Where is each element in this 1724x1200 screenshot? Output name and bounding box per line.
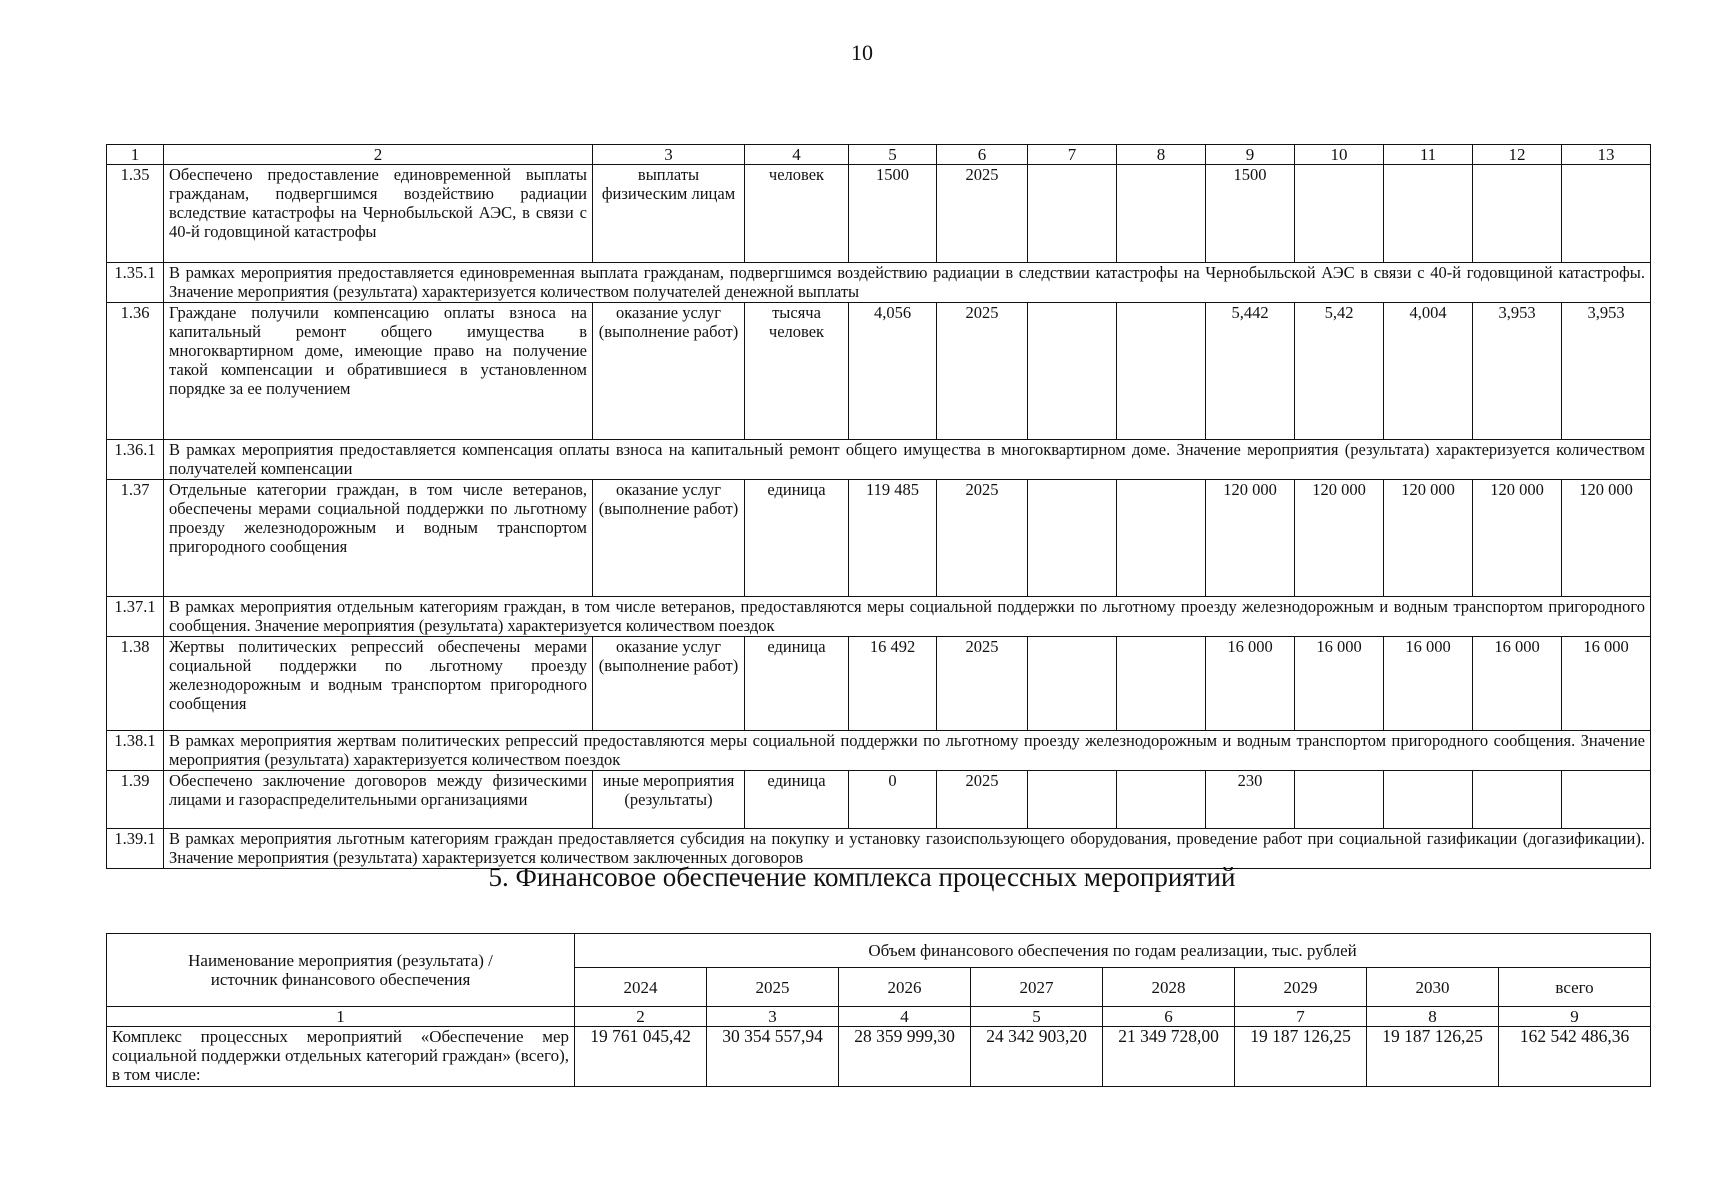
- column-number: 11: [1384, 145, 1473, 165]
- base-value: 16 492: [849, 637, 937, 731]
- base-year: 2025: [937, 771, 1028, 829]
- table-row: [107, 165, 1651, 263]
- table-header-row: [107, 145, 1651, 165]
- measure-unit: единица: [745, 480, 849, 597]
- table-description-row: [107, 731, 1651, 771]
- column-number: 10: [1295, 145, 1384, 165]
- value-c8: [1117, 165, 1206, 263]
- table-row: [107, 637, 1651, 731]
- finance-column-number: 5: [971, 1007, 1103, 1027]
- finance-value: 19 187 126,25: [1235, 1027, 1367, 1087]
- value-c10: [1295, 165, 1384, 263]
- finance-year-header: 2025: [707, 968, 839, 1007]
- value-c10: 16 000: [1295, 637, 1384, 731]
- table-row: [107, 303, 1651, 440]
- row-number: 1.38: [107, 637, 164, 731]
- measure-unit: единица: [745, 637, 849, 731]
- value-c13: 16 000: [1562, 637, 1651, 731]
- table-row: [107, 771, 1651, 829]
- measure-type: оказание услуг (выполнение работ): [593, 480, 745, 597]
- measure-name: Граждане получили компенсацию оплаты взноса на капитальный ремонт общего имущества в многоквартирном доме, имеющие право на получение такой компенсации и обратившиеся в установленном порядке за ее получением: [164, 303, 593, 440]
- base-value: 1500: [849, 165, 937, 263]
- column-number: 3: [593, 145, 745, 165]
- value-c7: [1028, 771, 1117, 829]
- base-value: 119 485: [849, 480, 937, 597]
- value-c7: [1028, 480, 1117, 597]
- column-number: 8: [1117, 145, 1206, 165]
- table-row: [107, 480, 1651, 597]
- indicators-table: [106, 144, 1651, 869]
- finance-column-number: 9: [1499, 1007, 1651, 1027]
- column-number: 5: [849, 145, 937, 165]
- finance-year-header: 2029: [1235, 968, 1367, 1007]
- table-description-row: [107, 263, 1651, 303]
- base-year: 2025: [937, 165, 1028, 263]
- value-c7: [1028, 165, 1117, 263]
- value-c7: [1028, 303, 1117, 440]
- base-year: 2025: [937, 637, 1028, 731]
- value-c7: [1028, 637, 1117, 731]
- finance-year-header: 2028: [1103, 968, 1235, 1007]
- value-c13: [1562, 165, 1651, 263]
- finance-year-header: всего: [1499, 968, 1651, 1007]
- description-number: 1.38.1: [107, 731, 164, 771]
- value-c13: [1562, 771, 1651, 829]
- column-number: 2: [164, 145, 593, 165]
- measure-type: оказание услуг (выполнение работ): [593, 637, 745, 731]
- finance-value: 19 187 126,25: [1367, 1027, 1499, 1087]
- finance-column-number: 8: [1367, 1007, 1499, 1027]
- page-number: 10: [851, 40, 873, 65]
- description-number: 1.37.1: [107, 597, 164, 637]
- value-c12: 16 000: [1473, 637, 1562, 731]
- row-number: 1.39: [107, 771, 164, 829]
- value-c13: 120 000: [1562, 480, 1651, 597]
- finance-value: 19 761 045,42: [575, 1027, 707, 1087]
- row-number: 1.35: [107, 165, 164, 263]
- finance-value: 162 542 486,36: [1499, 1027, 1651, 1087]
- row-number: 1.37: [107, 480, 164, 597]
- description-number: 1.39.1: [107, 829, 164, 869]
- measure-type: выплаты физическим лицам: [593, 165, 745, 263]
- measure-description: В рамках мероприятия предоставляется единовременная выплата гражданам, подвергшимся воздействию радиации в следствии катастрофы на Чернобыльской АЭС в связи с 40-й годовщиной катастрофы. Значение мероприятия (результата) характеризуется количеством получателей денежной выплаты: [164, 263, 1651, 303]
- value-c10: 120 000: [1295, 480, 1384, 597]
- value-c9: 230: [1206, 771, 1295, 829]
- finance-column-number: 7: [1235, 1007, 1367, 1027]
- column-number: 4: [745, 145, 849, 165]
- value-c8: [1117, 771, 1206, 829]
- finance-column-number: 4: [839, 1007, 971, 1027]
- column-number: 13: [1562, 145, 1651, 165]
- base-year: 2025: [937, 480, 1028, 597]
- value-c11: [1384, 771, 1473, 829]
- value-c12: [1473, 165, 1562, 263]
- finance-column-number: 1: [107, 1007, 575, 1027]
- value-c8: [1117, 637, 1206, 731]
- measure-description: В рамках мероприятия отдельным категориям граждан, в том числе ветеранов, предоставляются меры социальной поддержки по льготному проезду железнодорожным и водным транспортом пригородного сообщения. Значение мероприятия (результата) характеризуется количеством поездок: [164, 597, 1651, 637]
- finance-year-header: 2024: [575, 968, 707, 1007]
- measure-type: иные мероприятия (результаты): [593, 771, 745, 829]
- value-c11: [1384, 165, 1473, 263]
- measure-unit: человек: [745, 165, 849, 263]
- value-c12: 3,953: [1473, 303, 1562, 440]
- measure-name: Обеспечено заключение договоров между физическими лицами и газораспределительными организациями: [164, 771, 593, 829]
- measure-name: Жертвы политических репрессий обеспечены мерами социальной поддержки по льготному проезду железнодорожным и водным транспортом пригородного сообщения: [164, 637, 593, 731]
- finance-value: 21 349 728,00: [1103, 1027, 1235, 1087]
- finance-head-group: Объем финансового обеспечения по годам реализации, тыс. рублей: [575, 934, 1651, 968]
- value-c9: 16 000: [1206, 637, 1295, 731]
- finance-row-name: Комплекс процессных мероприятий «Обеспечение мер социальной поддержки отдельных категорий граждан» (всего), в том числе:: [107, 1027, 575, 1087]
- measure-unit: единица: [745, 771, 849, 829]
- measure-type: оказание услуг (выполнение работ): [593, 303, 745, 440]
- value-c12: 120 000: [1473, 480, 1562, 597]
- value-c9: 5,442: [1206, 303, 1295, 440]
- measure-name: Обеспечено предоставление единовременной выплаты гражданам, подвергшимся воздействию радиации вследствие катастрофы на Чернобыльской АЭС, в связи с 40-й годовщиной катастрофы: [164, 165, 593, 263]
- value-c11: 4,004: [1384, 303, 1473, 440]
- measure-description: В рамках мероприятия предоставляется компенсация оплаты взноса на капитальный ремонт общего имущества в многоквартирном доме. Значение мероприятия (результата) характеризуется количеством получателей компенсации: [164, 440, 1651, 480]
- measure-unit: тысяча человек: [745, 303, 849, 440]
- table-description-row: [107, 440, 1651, 480]
- finance-head-name: Наименование мероприятия (результата) / источник финансового обеспечения: [107, 934, 575, 1007]
- column-number: 1: [107, 145, 164, 165]
- column-number: 12: [1473, 145, 1562, 165]
- column-number: 7: [1028, 145, 1117, 165]
- finance-year-header: 2027: [971, 968, 1103, 1007]
- value-c11: 120 000: [1384, 480, 1473, 597]
- finance-column-number: 6: [1103, 1007, 1235, 1027]
- section-title: 5. Финансовое обеспечение комплекса процессных мероприятий: [488, 862, 1236, 892]
- finance-year-header: 2030: [1367, 968, 1499, 1007]
- value-c12: [1473, 771, 1562, 829]
- column-number: 6: [937, 145, 1028, 165]
- measure-name: Отдельные категории граждан, в том числе ветеранов, обеспечены мерами социальной поддержки по льготному проезду железнодорожным и водным транспортом пригородного сообщения: [164, 480, 593, 597]
- finance-table: [106, 933, 1651, 1087]
- table-description-row: [107, 597, 1651, 637]
- value-c13: 3,953: [1562, 303, 1651, 440]
- row-number: 1.36: [107, 303, 164, 440]
- value-c9: 1500: [1206, 165, 1295, 263]
- value-c8: [1117, 480, 1206, 597]
- value-c10: [1295, 771, 1384, 829]
- finance-column-number: 3: [707, 1007, 839, 1027]
- measure-description: В рамках мероприятия жертвам политических репрессий предоставляются меры социальной поддержки по льготному проезду железнодорожным и водным транспортом пригородного сообщения. Значение мероприятия (результата) характеризуется количеством поездок: [164, 731, 1651, 771]
- finance-year-header: 2026: [839, 968, 971, 1007]
- description-number: 1.35.1: [107, 263, 164, 303]
- value-c9: 120 000: [1206, 480, 1295, 597]
- value-c10: 5,42: [1295, 303, 1384, 440]
- finance-value: 28 359 999,30: [839, 1027, 971, 1087]
- base-value: 0: [849, 771, 937, 829]
- base-value: 4,056: [849, 303, 937, 440]
- value-c8: [1117, 303, 1206, 440]
- column-number: 9: [1206, 145, 1295, 165]
- finance-value: 24 342 903,20: [971, 1027, 1103, 1087]
- base-year: 2025: [937, 303, 1028, 440]
- finance-value: 30 354 557,94: [707, 1027, 839, 1087]
- description-number: 1.36.1: [107, 440, 164, 480]
- measure-description: В рамках мероприятия льготным категориям граждан предоставляется субсидия на покупку и установку газоиспользующего оборудования, проведение работ при социальной газификации (догазификации). Значение мероприятия (результата) характеризуется количеством заключенных договоров: [164, 829, 1651, 869]
- value-c11: 16 000: [1384, 637, 1473, 731]
- finance-column-number: 2: [575, 1007, 707, 1027]
